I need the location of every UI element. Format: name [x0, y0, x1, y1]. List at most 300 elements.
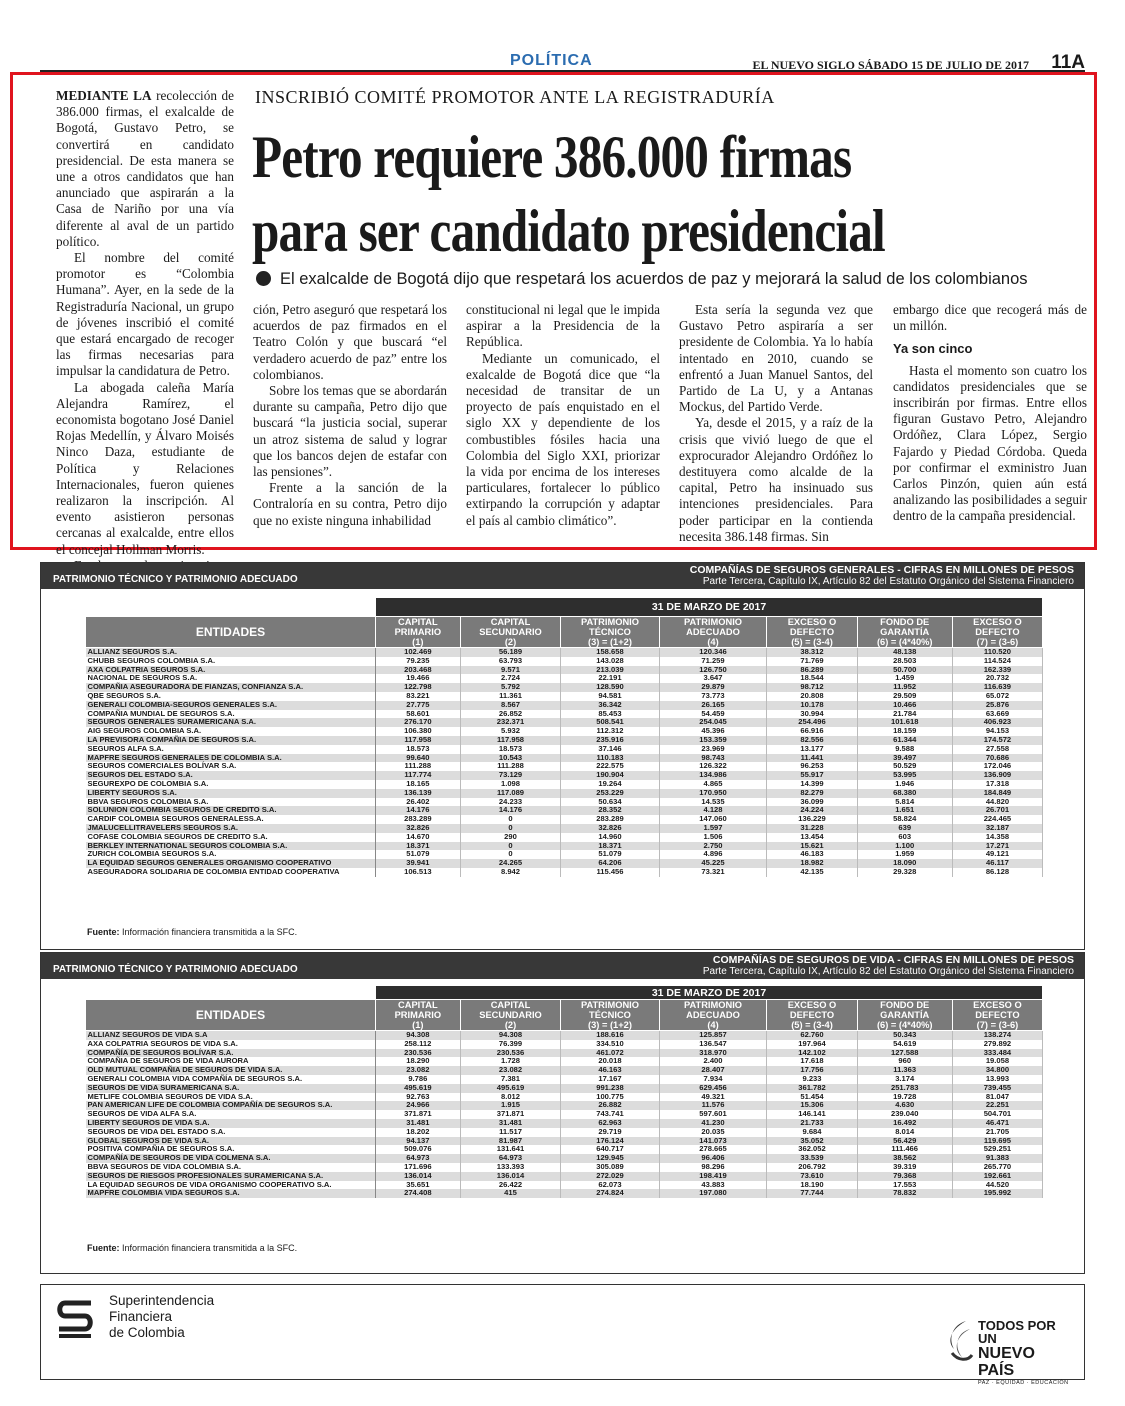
value-cell: 495.619 — [376, 1084, 461, 1093]
value-cell: 78.832 — [857, 1189, 952, 1198]
column-header — [659, 617, 767, 648]
table-source — [87, 1243, 297, 1253]
value-cell: 235.916 — [561, 736, 659, 745]
value-cell: 26.422 — [460, 1181, 561, 1190]
entity-name-cell: SEGUROS DE VIDA SURAMERICANA S.A. — [86, 1084, 376, 1093]
value-cell: 27.775 — [376, 701, 461, 710]
value-cell: 30.994 — [767, 710, 857, 719]
value-cell: 10.543 — [460, 754, 561, 763]
source-label: Fuente: — [87, 1243, 120, 1253]
entity-name-cell: GENERALI COLOMBIA VIDA COMPAÑÍA DE SEGUROS S.A. — [86, 1075, 376, 1084]
value-cell: 13.993 — [952, 1075, 1042, 1084]
value-cell: 5.814 — [857, 798, 952, 807]
value-cell: 509.076 — [376, 1145, 461, 1154]
value-cell: 8.012 — [460, 1093, 561, 1102]
value-cell: 640.717 — [561, 1145, 659, 1154]
value-cell: 63.669 — [952, 710, 1042, 719]
column-header-formula: (5) = (3-4) — [791, 637, 833, 647]
value-cell: 17.167 — [561, 1075, 659, 1084]
article-headline — [252, 120, 941, 268]
value-cell: 232.371 — [460, 718, 561, 727]
value-cell: 16.492 — [857, 1119, 952, 1128]
value-cell: 11.361 — [460, 692, 561, 701]
value-cell: 98.743 — [659, 754, 767, 763]
entity-name-cell: COFASE COLOMBIA SEGUROS DE CREDITO S.A. — [86, 833, 376, 842]
paragraph: Hasta el momento son cuatro los candidatos presidenciales que se inscribirán por firmas. Entre ellos figuran Gustavo Petro, Alejandro Ordóñez, Clara López, Sergio Fajardo y Piedad Córdoba. Queda por confirmar el exministro Juan Carlos Pinzón, quien aún está analizando las posibilidades a seguir dentro de la campaña presidencial. — [893, 362, 1087, 524]
entity-name-cell: GLOBAL SEGUROS DE VIDA S.A. — [86, 1137, 376, 1146]
value-cell: 371.871 — [460, 1110, 561, 1119]
value-cell: 0 — [460, 815, 561, 824]
column-header — [952, 617, 1042, 648]
value-cell: 111.288 — [376, 762, 461, 771]
bullet-icon — [256, 271, 271, 286]
value-cell: 73.129 — [460, 771, 561, 780]
column-header — [376, 1000, 461, 1031]
value-cell: 415 — [460, 1189, 561, 1198]
table-category: COMPAÑÍAS DE SEGUROS GENERALES - CIFRAS EN MILLONES DE PESOS — [689, 564, 1074, 576]
value-cell: 19.466 — [376, 674, 461, 683]
value-cell: 120.346 — [659, 648, 767, 657]
value-cell: 115.456 — [561, 868, 659, 877]
value-cell: 1.728 — [460, 1057, 561, 1066]
value-cell: 42.135 — [767, 868, 857, 877]
value-cell: 1.506 — [659, 833, 767, 842]
lead-text: recolección de 386.000 firmas, el exalcalde de Bogotá, Gustavo Petro, se convertirá en candidato presidencial. De esta manera se une a otros candidatos que han anunciado que aspirarán a la Casa de Nariño por una vía diferente al aval de un partido político. — [56, 88, 234, 249]
tp-emblem-icon — [944, 1319, 974, 1365]
entity-name-cell: PAN AMERICAN LIFE DE COLOMBIA COMPAÑÍA DE SEGUROS S.A. — [86, 1101, 376, 1110]
value-cell: 190.904 — [561, 771, 659, 780]
value-cell: 79.368 — [857, 1172, 952, 1181]
subhead-text: El exalcalde de Bogotá dijo que respetará los acuerdos de paz y mejorará la salud de los colombianos — [280, 270, 1028, 288]
column-header — [460, 617, 561, 648]
value-cell: 71.259 — [659, 657, 767, 666]
table-corner — [86, 986, 376, 1000]
entity-name-cell: SEGUROS DE VIDA DEL ESTADO S.A. — [86, 1128, 376, 1137]
value-cell: 62.073 — [561, 1181, 659, 1190]
value-cell: 136.909 — [952, 771, 1042, 780]
value-cell: 29.879 — [659, 683, 767, 692]
value-cell: 20.732 — [952, 674, 1042, 683]
value-cell: 73.610 — [767, 1172, 857, 1181]
value-cell: 48.138 — [857, 648, 952, 657]
value-cell: 106.380 — [376, 727, 461, 736]
value-cell: 46.163 — [561, 1066, 659, 1075]
value-cell: 111.466 — [857, 1145, 952, 1154]
entity-name-cell: NACIONAL DE SEGUROS S.A. — [86, 674, 376, 683]
value-cell: 51.079 — [561, 850, 659, 859]
value-cell: 51.454 — [767, 1093, 857, 1102]
value-cell: 126.322 — [659, 762, 767, 771]
value-cell: 77.744 — [767, 1189, 857, 1198]
value-cell: 192.661 — [952, 1172, 1042, 1181]
column-header-label: PATRIMONIO TÉCNICO — [580, 1000, 639, 1020]
article-kicker: INSCRIBIÓ COMITÉ PROMOTOR ANTE LA REGISTRADURÍA — [255, 87, 775, 107]
entity-name-cell: LIBERTY SEGUROS DE VIDA S.A. — [86, 1119, 376, 1128]
entity-name-cell: POSITIVA COMPAÑIA DE SEGUROS S.A. — [86, 1145, 376, 1154]
value-cell: 58.824 — [857, 815, 952, 824]
value-cell: 603 — [857, 833, 952, 842]
lead-paragraph: La abogada caleña María Alejandra Ramírez, el economista bogotano José Daniel Rojas Medellín, y Álvaro Moisés Ninco Daza, estudiante de Política y Relaciones Internacionales, fueron quienes realizaron la inscripción. Al evento asistieron personas cercanas al exalcalde, entre ellos el concejal Hollman Morris. — [56, 379, 234, 557]
value-cell: 170.950 — [659, 789, 767, 798]
value-cell: 29.328 — [857, 868, 952, 877]
value-cell: 94.308 — [376, 1031, 461, 1040]
value-cell: 743.741 — [561, 1110, 659, 1119]
value-cell: 50.700 — [857, 666, 952, 675]
table-title: PATRIMONIO TÉCNICO Y PATRIMONIO ADECUADO — [53, 964, 298, 975]
value-cell: 64.973 — [460, 1154, 561, 1163]
page-header — [40, 52, 1085, 72]
entity-name-cell: BBVA SEGUROS DE VIDA COLOMBIA S.A. — [86, 1163, 376, 1172]
column-header-label: PATRIMONIO ADECUADO — [684, 1000, 743, 1020]
value-cell: 18.290 — [376, 1057, 461, 1066]
value-cell: 5.792 — [460, 683, 561, 692]
article-column-4 — [893, 302, 1087, 525]
column-header-label: CAPITAL PRIMARIO — [394, 617, 442, 637]
value-cell: 62.760 — [767, 1031, 857, 1040]
data-table-vida — [85, 985, 1043, 1198]
entity-name-cell: ASEGURADORA SOLIDARIA DE COLOMBIA ENTIDAD COOPERATIVA — [86, 868, 376, 877]
value-cell: 188.616 — [561, 1031, 659, 1040]
source-text: Información financiera transmitida a la SFC. — [119, 927, 298, 937]
value-cell: 251.783 — [857, 1084, 952, 1093]
value-cell: 54.619 — [857, 1040, 952, 1049]
value-cell: 991.238 — [561, 1084, 659, 1093]
value-cell: 91.383 — [952, 1154, 1042, 1163]
value-cell: 508.541 — [561, 718, 659, 727]
column-header-label: EXCESO O DEFECTO — [973, 617, 1022, 637]
value-cell: 106.513 — [376, 868, 461, 877]
entity-name-cell: MAPFRE COLOMBIA VIDA SEGUROS S.A. — [86, 1189, 376, 1198]
value-cell: 3.647 — [659, 674, 767, 683]
value-cell: 172.046 — [952, 762, 1042, 771]
entity-name-cell: METLIFE COLOMBIA SEGUROS DE VIDA S.A. — [86, 1093, 376, 1102]
paragraph: Sobre los temas que se abordarán durante su campaña, Petro dijo que buscará “la justicia social, superar un atroz sistema de salud y lograr que los bancos dejen de estafar con las pensiones”. — [253, 383, 447, 480]
value-cell: 11.517 — [460, 1128, 561, 1137]
value-cell: 122.798 — [376, 683, 461, 692]
value-cell: 114.524 — [952, 657, 1042, 666]
value-cell: 26.701 — [952, 806, 1042, 815]
value-cell: 28.407 — [659, 1066, 767, 1075]
column-header-formula: (6) = (4*40%) — [876, 1020, 933, 1030]
value-cell: 134.986 — [659, 771, 767, 780]
lead-paragraph — [56, 88, 234, 250]
headline-line-2: para ser candidato presidencial — [252, 198, 885, 264]
value-cell: 81.047 — [952, 1093, 1042, 1102]
entity-name-cell: AXA COLPATRIA SEGUROS DE VIDA S.A. — [86, 1040, 376, 1049]
value-cell: 66.916 — [767, 727, 857, 736]
value-cell: 26.852 — [460, 710, 561, 719]
entity-name-cell: SEGUROS COMERCIALES BOLÍVAR S.A. — [86, 762, 376, 771]
value-cell: 639 — [857, 824, 952, 833]
value-cell: 8.942 — [460, 868, 561, 877]
value-cell: 14.176 — [376, 806, 461, 815]
value-cell: 92.763 — [376, 1093, 461, 1102]
value-cell: 290 — [460, 833, 561, 842]
value-cell: 739.455 — [952, 1084, 1042, 1093]
table-source — [87, 927, 297, 937]
value-cell: 138.274 — [952, 1031, 1042, 1040]
entity-name-cell: CARDIF COLOMBIA SEGUROS GENERALESS.A. — [86, 815, 376, 824]
entity-name-cell: LA EQUIDAD SEGUROS DE VIDA ORGANISMO COOPERATIVO S.A. — [86, 1181, 376, 1190]
value-cell: 116.639 — [952, 683, 1042, 692]
entity-name-cell: SEGUROS DEL ESTADO S.A. — [86, 771, 376, 780]
value-cell: 274.824 — [561, 1189, 659, 1198]
value-cell: 51.079 — [376, 850, 461, 859]
value-cell: 125.857 — [659, 1031, 767, 1040]
value-cell: 22.251 — [952, 1101, 1042, 1110]
value-cell: 274.408 — [376, 1189, 461, 1198]
column-header-formula: (1) — [412, 637, 424, 647]
value-cell: 119.695 — [952, 1137, 1042, 1146]
value-cell: 18.165 — [376, 780, 461, 789]
entity-name-cell: MAPFRE SEGUROS GENERALES DE COLOMBIA S.A. — [86, 754, 376, 763]
value-cell: 31.481 — [376, 1119, 461, 1128]
value-cell: 32.187 — [952, 824, 1042, 833]
column-header-formula: (7) = (3-6) — [976, 637, 1019, 647]
entity-name-cell: ALLIANZ SEGUROS S.A. — [86, 648, 376, 657]
value-cell: 283.289 — [376, 815, 461, 824]
column-header-formula: (5) = (3-4) — [791, 1020, 833, 1030]
entity-name-cell: SEGUROS GENERALES SURAMERICANA S.A. — [86, 718, 376, 727]
value-cell: 461.072 — [561, 1049, 659, 1058]
value-cell: 35.651 — [376, 1181, 461, 1190]
value-cell: 36.342 — [561, 701, 659, 710]
entity-name-cell: SEGUROS ALFA S.A. — [86, 745, 376, 754]
table-title-bar — [41, 953, 1084, 979]
value-cell: 18.544 — [767, 674, 857, 683]
value-cell: 333.484 — [952, 1049, 1042, 1058]
value-cell: 117.958 — [460, 736, 561, 745]
value-cell: 17.553 — [857, 1181, 952, 1190]
value-cell: 8.014 — [857, 1128, 952, 1137]
value-cell: 49.321 — [659, 1093, 767, 1102]
value-cell: 31.481 — [460, 1119, 561, 1128]
value-cell: 197.080 — [659, 1189, 767, 1198]
value-cell: 45.225 — [659, 859, 767, 868]
value-cell: 279.892 — [952, 1040, 1042, 1049]
value-cell: 195.992 — [952, 1189, 1042, 1198]
value-cell: 361.782 — [767, 1084, 857, 1093]
value-cell: 96.253 — [767, 762, 857, 771]
value-cell: 34.800 — [952, 1066, 1042, 1075]
column-header — [376, 617, 461, 648]
page-number: 11A — [1051, 52, 1085, 73]
paragraph: Ya, desde el 2015, y a raíz de la crisis que vivió luego de que el exprocurador Alejandro Ordóñez lo destituyera como alcalde de la capital, Petro ha insinuado sus intenciones presidenciales. Para poder participar en la contienda necesita 386.148 firmas. Sin — [679, 415, 873, 544]
value-cell: 54.459 — [659, 710, 767, 719]
value-cell: 100.775 — [561, 1093, 659, 1102]
headline-line-1: Petro requiere 386.000 firmas — [252, 124, 852, 190]
value-cell: 98.296 — [659, 1163, 767, 1172]
value-cell: 131.641 — [460, 1145, 561, 1154]
sfc-logo-icon — [55, 1299, 95, 1341]
value-cell: 230.536 — [460, 1049, 561, 1058]
column-header-formula: (7) = (3-6) — [976, 1020, 1019, 1030]
value-cell: 1.597 — [659, 824, 767, 833]
value-cell: 36.099 — [767, 798, 857, 807]
value-cell: 24.224 — [767, 806, 857, 815]
section-name: POLÍTICA — [510, 52, 593, 69]
value-cell: 305.089 — [561, 1163, 659, 1172]
table-block-general — [40, 562, 1085, 950]
value-cell: 1.459 — [857, 674, 952, 683]
column-header-formula: (1) — [412, 1020, 424, 1030]
value-cell: 46.117 — [952, 859, 1042, 868]
value-cell: 73.321 — [659, 868, 767, 877]
value-cell: 9.786 — [376, 1075, 461, 1084]
value-cell: 71.769 — [767, 657, 857, 666]
value-cell: 81.987 — [460, 1137, 561, 1146]
table-block-vida — [40, 952, 1085, 1274]
value-cell: 203.468 — [376, 666, 461, 675]
value-cell: 276.170 — [376, 718, 461, 727]
paragraph: constitucional ni legal que le impida aspirar a la Presidencia de la República. — [466, 302, 660, 350]
value-cell: 0 — [460, 850, 561, 859]
paragraph: Esta sería la segunda vez que Gustavo Petro aspiraría a ser presidente de Colombia. Ya lo había intentado en 2010, cuando se enfrentó a Juan Manuel Santos, del Partido de La U, y a Antanas Mockus, del Partido Verde. — [679, 302, 873, 415]
value-cell: 14.535 — [659, 798, 767, 807]
value-cell: 1.946 — [857, 780, 952, 789]
value-cell: 21.733 — [767, 1119, 857, 1128]
value-cell: 14.960 — [561, 833, 659, 842]
table-row — [86, 1189, 1043, 1198]
value-cell: 117.774 — [376, 771, 461, 780]
value-cell: 7.934 — [659, 1075, 767, 1084]
value-cell: 50.634 — [561, 798, 659, 807]
value-cell: 272.029 — [561, 1172, 659, 1181]
tp-line-big: NUEVO PAÍS — [978, 1345, 1035, 1379]
article-column-1 — [253, 302, 447, 529]
table-row — [86, 868, 1043, 877]
table-body-vida — [86, 1031, 1043, 1199]
value-cell: 64.973 — [376, 1154, 461, 1163]
column-header-label: CAPITAL SECUNDARIO — [479, 1000, 542, 1020]
entity-name-cell: ALLIANZ SEGUROS DE VIDA S.A — [86, 1031, 376, 1040]
entity-name-cell: QBE SEGUROS S.A. — [86, 692, 376, 701]
value-cell: 197.964 — [767, 1040, 857, 1049]
entity-name-cell: CHUBB SEGUROS COLOMBIA S.A. — [86, 657, 376, 666]
table-date: 31 DE MARZO DE 2017 — [376, 986, 1043, 1000]
value-cell: 4.128 — [659, 806, 767, 815]
column-header-label: PATRIMONIO TÉCNICO — [580, 617, 639, 637]
value-cell: 26.882 — [561, 1101, 659, 1110]
value-cell: 206.792 — [767, 1163, 857, 1172]
sfc-line: Superintendencia — [109, 1293, 215, 1308]
value-cell: 18.573 — [460, 745, 561, 754]
value-cell: 53.995 — [857, 771, 952, 780]
value-cell: 17.271 — [952, 842, 1042, 851]
entity-name-cell: JMALUCELLITRAVELERS SEGUROS S.A. — [86, 824, 376, 833]
value-cell: 45.396 — [659, 727, 767, 736]
value-cell: 18.573 — [376, 745, 461, 754]
value-cell: 18.090 — [857, 859, 952, 868]
value-cell: 171.696 — [376, 1163, 461, 1172]
value-cell: 33.539 — [767, 1154, 857, 1163]
value-cell: 63.793 — [460, 657, 561, 666]
sfc-logo-text — [109, 1293, 214, 1341]
value-cell: 26.165 — [659, 701, 767, 710]
value-cell: 82.556 — [767, 736, 857, 745]
column-header-formula: (6) = (4*40%) — [876, 637, 933, 647]
value-cell: 0 — [460, 842, 561, 851]
value-cell: 4.865 — [659, 780, 767, 789]
article-subhead — [256, 270, 1028, 289]
value-cell: 224.465 — [952, 815, 1042, 824]
value-cell: 3.174 — [857, 1075, 952, 1084]
entity-name-cell: COMPAÑIA ASEGURADORA DE FIANZAS, CONFIANZA S.A. — [86, 683, 376, 692]
value-cell: 162.339 — [952, 666, 1042, 675]
value-cell: 86.289 — [767, 666, 857, 675]
value-cell: 58.601 — [376, 710, 461, 719]
value-cell: 504.701 — [952, 1110, 1042, 1119]
column-header-entidades: ENTIDADES — [86, 617, 376, 648]
value-cell: 21.705 — [952, 1128, 1042, 1137]
value-cell: 50.529 — [857, 762, 952, 771]
value-cell: 136.229 — [767, 815, 857, 824]
column-header-formula: (2) — [504, 637, 517, 647]
paragraph: embargo dice que recogerá más de un millón. — [893, 302, 1087, 334]
value-cell: 278.665 — [659, 1145, 767, 1154]
value-cell: 9.588 — [857, 745, 952, 754]
column-header-entidades: ENTIDADES — [86, 1000, 376, 1031]
value-cell: 127.588 — [857, 1049, 952, 1058]
value-cell: 174.572 — [952, 736, 1042, 745]
value-cell: 96.406 — [659, 1154, 767, 1163]
tp-tagline: PAZ · EQUIDAD · EDUCACIÓN — [978, 1380, 1069, 1386]
value-cell: 39.319 — [857, 1163, 952, 1172]
value-cell: 283.289 — [561, 815, 659, 824]
column-header — [659, 1000, 767, 1031]
entity-name-cell: LA EQUIDAD SEGUROS GENERALES ORGANISMO COOPERATIVO — [86, 859, 376, 868]
entity-name-cell: COMPAÑÍA DE SEGUROS BOLÍVAR S.A. — [86, 1049, 376, 1058]
footer-logos — [40, 1284, 1085, 1386]
value-cell: 23.082 — [376, 1066, 461, 1075]
value-cell: 56.429 — [857, 1137, 952, 1146]
value-cell: 629.456 — [659, 1084, 767, 1093]
value-cell: 136.547 — [659, 1040, 767, 1049]
paragraph: Mediante un comunicado, el exalcalde de Bogotá dice que “la necesidad de transitar de un proyecto de país enquistado en el siglo XX y dependiente de los combustibles fósiles hacia una Colombia del Siglo XXI, priorizar la vida por encima de los intereses particulares, fortalecer lo público extirpando la corrupción y adaptar el país al cambio climático”. — [466, 350, 660, 528]
table-title: PATRIMONIO TÉCNICO Y PATRIMONIO ADECUADO — [53, 574, 298, 585]
value-cell: 213.039 — [561, 666, 659, 675]
value-cell: 153.359 — [659, 736, 767, 745]
value-cell: 0 — [460, 824, 561, 833]
value-cell: 24.966 — [376, 1101, 461, 1110]
column-header-formula: (4) — [707, 637, 719, 647]
value-cell: 68.380 — [857, 789, 952, 798]
value-cell: 254.045 — [659, 718, 767, 727]
value-cell: 111.288 — [460, 762, 561, 771]
value-cell: 2.750 — [659, 842, 767, 851]
value-cell: 14.399 — [767, 780, 857, 789]
value-cell: 1.100 — [857, 842, 952, 851]
value-cell: 56.189 — [460, 648, 561, 657]
value-cell: 94.137 — [376, 1137, 461, 1146]
data-table-general — [85, 597, 1043, 877]
entity-name-cell: LA PREVISORA COMPAÑIA DE SEGUROS S.A. — [86, 736, 376, 745]
value-cell: 18.371 — [376, 842, 461, 851]
value-cell: 49.121 — [952, 850, 1042, 859]
value-cell: 46.183 — [767, 850, 857, 859]
value-cell: 14.358 — [952, 833, 1042, 842]
value-cell: 141.073 — [659, 1137, 767, 1146]
value-cell: 21.784 — [857, 710, 952, 719]
value-cell: 23.082 — [460, 1066, 561, 1075]
column-header-formula: (3) = (1+2) — [588, 637, 632, 647]
value-cell: 133.393 — [460, 1163, 561, 1172]
entity-name-cell: SEGUROS DE VIDA ALFA S.A. — [86, 1110, 376, 1119]
value-cell: 17.756 — [767, 1066, 857, 1075]
value-cell: 112.312 — [561, 727, 659, 736]
column-header — [857, 1000, 952, 1031]
dateline: EL NUEVO SIGLO SÁBADO 15 DE JULIO DE 2017 — [752, 58, 1029, 72]
